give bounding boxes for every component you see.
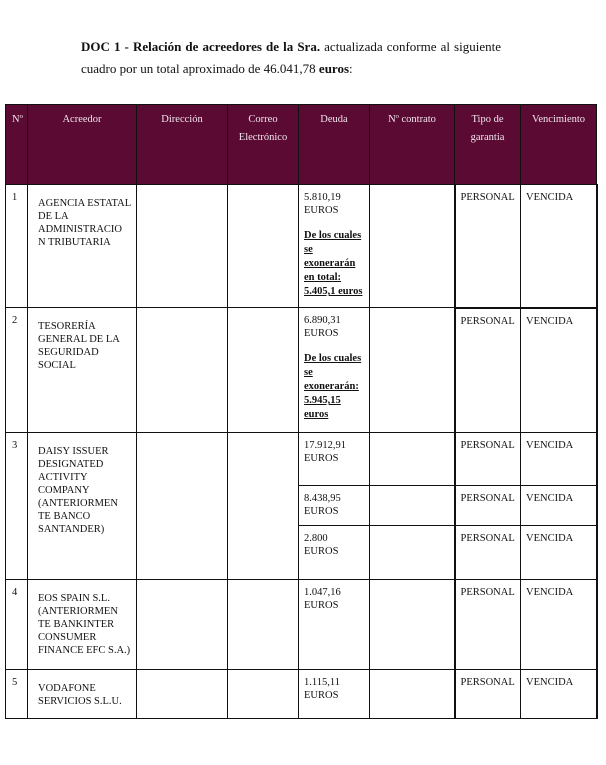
due-status: VENCIDA — [526, 533, 574, 544]
guarantee-cell — [455, 185, 521, 308]
guarantee-type: PERSONAL — [460, 493, 515, 504]
debt-amount: 17.912,91 EUROS — [304, 440, 346, 464]
table-row — [6, 308, 597, 433]
address-cell — [137, 433, 228, 580]
header-num: Nº — [6, 105, 28, 185]
due-status: VENCIDA — [526, 440, 574, 451]
guarantee-type: PERSONAL — [460, 677, 515, 688]
guarantee-type: PERSONAL — [460, 533, 515, 544]
table-row — [6, 670, 597, 719]
due-status: VENCIDA — [526, 315, 574, 327]
contract-cell — [370, 670, 455, 719]
due-cell — [521, 486, 597, 526]
intro-colon: : — [349, 61, 353, 76]
row-num-cell — [6, 185, 28, 308]
due-cell — [521, 670, 597, 719]
header-debt: Deuda — [299, 105, 370, 185]
header-contract: Nº contrato — [370, 105, 455, 185]
debt-cell — [299, 580, 370, 670]
debt-cell — [299, 526, 370, 580]
header-address: Dirección — [137, 105, 228, 185]
contract-cell — [370, 308, 455, 433]
due-status: VENCIDA — [526, 493, 574, 504]
row-num: 2 — [12, 315, 18, 326]
contract-cell — [370, 580, 455, 670]
table-row — [6, 433, 597, 486]
email-cell — [228, 308, 299, 433]
row-num-cell — [6, 580, 28, 670]
guarantee-cell — [455, 580, 521, 670]
intro-text: actualizada conforme al siguiente cuadro por un total aproximado de 46.041,78 — [81, 39, 501, 76]
header-creditor: Acreedor — [28, 105, 137, 185]
debt-cell — [299, 670, 370, 719]
debt-amount: 2.800 EUROS — [304, 533, 339, 557]
due-cell — [521, 308, 597, 433]
guarantee-cell — [455, 670, 521, 719]
due-cell — [521, 433, 597, 486]
creditor-cell — [28, 308, 137, 433]
intro-bold-lead: DOC 1 - Relación de acreedores de la Sra. — [81, 39, 321, 54]
email-cell — [228, 670, 299, 719]
email-cell — [228, 580, 299, 670]
creditor-cell — [28, 670, 137, 719]
header-due: Vencimiento — [521, 105, 597, 185]
table-row — [6, 185, 597, 308]
row-num: 1 — [12, 192, 18, 203]
row-num: 3 — [12, 440, 18, 451]
debt-cell — [299, 308, 370, 433]
debt-cell — [299, 486, 370, 526]
table-header-row — [6, 105, 597, 185]
row-num: 5 — [12, 677, 18, 688]
contract-cell — [370, 526, 455, 580]
contract-cell — [370, 486, 455, 526]
creditor-name: DAISY ISSUER DESIGNATED ACTIVITY COMPANY (ANTERIORMEN TE BANCO SANTANDER) — [38, 446, 118, 535]
header-guarantee: Tipo de garantia — [455, 105, 521, 185]
due-cell — [521, 185, 597, 308]
guarantee-type: PERSONAL — [460, 192, 515, 203]
creditor-name: TESORERÍA GENERAL DE LA SEGURIDAD SOCIAL — [38, 321, 120, 371]
debt-amount: 5.810,19 EUROS — [304, 192, 341, 216]
address-cell — [137, 580, 228, 670]
guarantee-type: PERSONAL — [460, 587, 515, 598]
creditor-name: EOS SPAIN S.L. (ANTERIORMEN TE BANKINTER CONSUMER FINANCE EFC S.A.) — [38, 593, 131, 656]
creditor-name: AGENCIA ESTATAL DE LA ADMINISTRACIO N TRIBUTARIA — [38, 198, 131, 248]
guarantee-cell — [455, 486, 521, 526]
guarantee-cell — [455, 526, 521, 580]
debt-amount: 6.890,31 EUROS — [304, 315, 341, 339]
address-cell — [137, 308, 228, 433]
contract-cell — [370, 185, 455, 308]
due-status: VENCIDA — [526, 192, 574, 203]
email-cell — [228, 185, 299, 308]
debt-cell — [299, 433, 370, 486]
header-email: Correo Electrónico — [228, 105, 299, 185]
guarantee-type: PERSONAL — [460, 315, 515, 327]
debt-amount: 1.047,16 EUROS — [304, 587, 341, 611]
debt-exoneration-note: De los cuales se exonerarán en total: 5.405,1 euros — [304, 230, 363, 297]
creditors-table — [5, 104, 598, 719]
row-num-cell — [6, 308, 28, 433]
debt-amount: 8.438,95 EUROS — [304, 493, 341, 517]
email-cell — [228, 433, 299, 580]
due-status: VENCIDA — [526, 677, 574, 688]
row-num: 4 — [12, 587, 18, 598]
due-cell — [521, 526, 597, 580]
debt-amount: 1.115,11 EUROS — [304, 677, 340, 701]
creditor-cell — [28, 185, 137, 308]
address-cell — [137, 185, 228, 308]
creditor-name: VODAFONE SERVICIOS S.L.U. — [38, 683, 122, 707]
address-cell — [137, 670, 228, 719]
guarantee-type: PERSONAL — [460, 440, 515, 451]
creditor-cell — [28, 580, 137, 670]
guarantee-cell — [455, 308, 521, 433]
creditor-cell — [28, 433, 137, 580]
due-cell — [521, 580, 597, 670]
contract-cell — [370, 433, 455, 486]
row-num-cell — [6, 433, 28, 580]
due-status: VENCIDA — [526, 587, 574, 598]
guarantee-cell — [455, 433, 521, 486]
intro-paragraph — [81, 36, 501, 80]
row-num-cell — [6, 670, 28, 719]
table-row — [6, 580, 597, 670]
debt-cell — [299, 185, 370, 308]
debt-exoneration-note: De los cuales se exonerarán: 5.945,15 euros — [304, 353, 362, 420]
intro-bold-euros: euros — [318, 61, 350, 76]
